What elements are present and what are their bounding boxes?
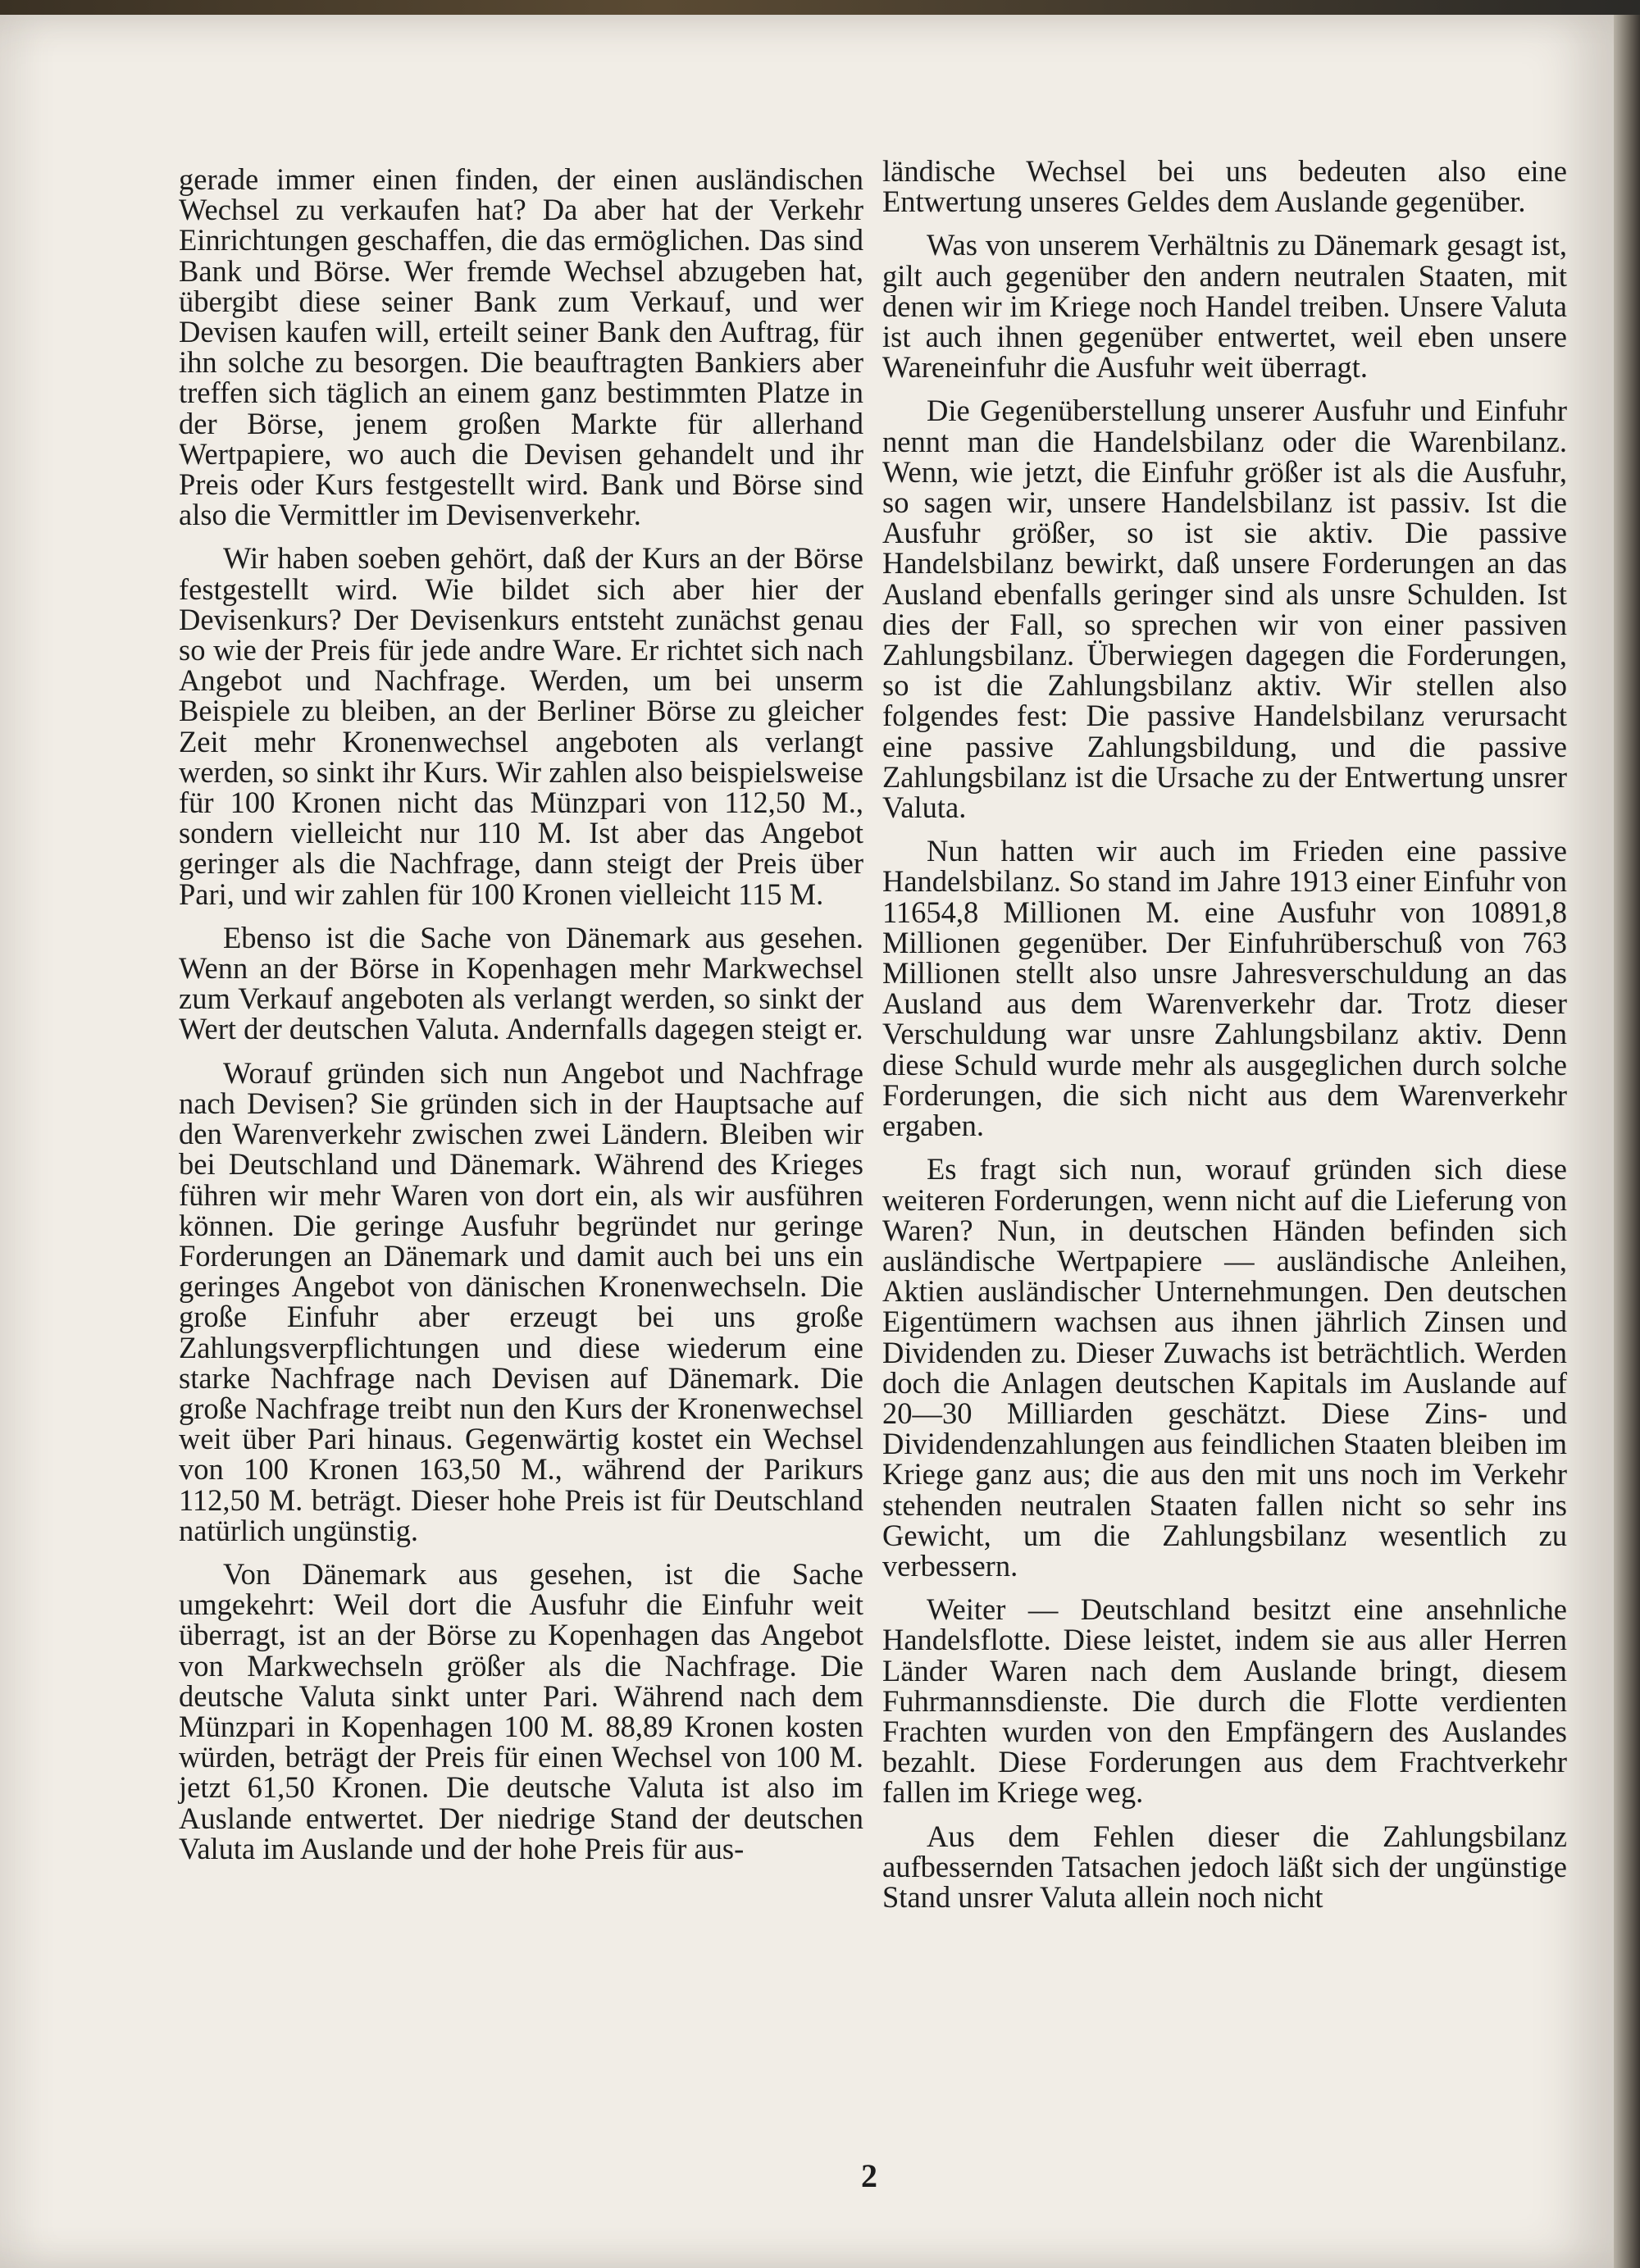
paragraph: Nun hatten wir auch im Frieden eine passive Handelsbilanz. So stand im Jahre 1913 einer Einfuhr von 11654,8 Millionen M. eine Ausfuhr von 10891,8 Millionen gegenüber. Der Einfuhrüberschuß von 763 Millionen stellt also unsre Jahresverschuldung an das Ausland aus dem Warenverkehr dar. Trotz dieser Verschuldung war unsre Zahlungsbilanz aktiv. Denn diese Schuld wurde mehr als ausgeglichen durch solche Forderungen, die sich nicht aus dem Warenverkehr ergaben. — [882, 834, 1567, 1143]
paragraph: gerade immer einen finden, der einen ausländischen Wechsel zu verkaufen hat? Da aber hat der Verkehr Einrichtungen geschaffen, die das ermöglichen. Das sind Bank und Börse. Wer fremde Wechsel abzugeben hat, übergibt diese seiner Bank zum Verkauf, und wer Devisen kaufen will, erteilt seiner Bank den Auftrag, für ihn solche zu besorgen. Die beauftragten Bankiers aber treffen sich täglich an einem ganz bestimmten Platze in der Börse, jenem großen Markte für allerhand Wertpapiere, wo auch die Devisen gehandelt und ihr Preis oder Kurs festgestellt wird. Bank und Börse sind also die Vermittler im Devisenverkehr. — [179, 162, 863, 532]
left-column — [179, 164, 863, 1877]
paragraph: Wir haben soeben gehört, daß der Kurs an der Börse festgestellt wird. Wie bildet sich aber hier der Devisenkurs? Der Devisenkurs entsteht zunächst genau so wie der Preis für jede andre Ware. Er richtet sich nach Angebot und Nachfrage. Werden, um bei unserm Beispiele zu bleiben, an der Berliner Börse zu gleicher Zeit mehr Kronenwechsel angeboten als verlangt werden, so sinkt ihr Kurs. Wir zahlen also beispielsweise für 100 Kronen nicht das Münzpari von 112,50 M., sondern vielleicht nur 110 M. Ist aber das Angebot geringer als die Nachfrage, dann steigt der Preis über Pari, und wir zahlen für 100 Kronen vielleicht 115 M. — [179, 541, 863, 911]
page-number: 2 — [861, 2157, 877, 2194]
paragraph: Von Dänemark aus gesehen, ist die Sache umgekehrt: Weil dort die Ausfuhr die Einfuhr weit überragt, ist an der Börse zu Kopenhagen das Angebot von Markwechseln größer als die Nachfrage. Die deutsche Valuta sinkt unter Pari. Während nach dem Münzpari in Kopenhagen 100 M. 88,89 Kronen kosten würden, beträgt der Preis für einen Wechsel von 100 M. jetzt 61,50 Kronen. Die deutsche Valuta ist also im Auslande entwertet. Der niedrige Stand der deutschen Valuta im Auslande und der hohe Preis für aus- — [179, 1556, 863, 1865]
paragraph: Ebenso ist die Sache von Dänemark aus gesehen. Wenn an der Börse in Kopenhagen mehr Markwechsel zum Verkauf angeboten als verlangt werden, so sinkt der Wert der deutschen Valuta. Andernfalls dagegen steigt er. — [179, 920, 863, 1046]
paragraph: Was von unserem Verhältnis zu Dänemark gesagt ist, gilt auch gegenüber den andern neutralen Staaten, mit denen wir im Kriege noch Handel treiben. Unsere Valuta ist auch ihnen gegenüber entwertet, weil eben unsere Wareneinfuhr die Ausfuhr weit überragt. — [882, 228, 1567, 385]
paragraph: Die Gegenüberstellung unserer Ausfuhr und Einfuhr nennt man die Handelsbilanz oder die Warenbilanz. Wenn, wie jetzt, die Einfuhr größer ist als die Ausfuhr, so sagen wir, unsere Handelsbilanz ist passiv. Ist die Ausfuhr größer, so ist sie aktiv. Die passive Handelsbilanz bewirkt, daß unsere Forderungen an das Ausland ebenfalls geringer sind als unsre Schulden. Ist dies der Fall, so sprechen wir von einer passiven Zahlungsbilanz. Überwiegen dagegen die Forderungen, so ist die Zahlungsbilanz aktiv. Wir stellen also folgendes fest: Die passive Handelsbilanz verursacht eine passive Zahlungsbildung, und die passive Zahlungsbilanz ist die Ursache zu der Entwertung unsrer Valuta. — [882, 394, 1567, 825]
right-column — [882, 156, 1567, 1925]
paragraph: Aus dem Fehlen dieser die Zahlungsbilanz aufbessernden Tatsachen jedoch läßt sich der ungünstige Stand unsrer Valuta allein noch nicht — [882, 1819, 1567, 1914]
paragraph: Worauf gründen sich nun Angebot und Nachfrage nach Devisen? Sie gründen sich in der Hauptsache auf den Warenverkehr zwischen zwei Ländern. Bleiben wir bei Deutschland und Dänemark. Während des Krieges führen wir mehr Waren von dort ein, als wir ausführen können. Die geringe Ausfuhr begründet nur geringe Forderungen an Dänemark und damit auch bei uns ein geringes Angebot von dänischen Kronenwechseln. Die große Einfuhr aber erzeugt bei uns große Zahlungsverpflichtungen und diese wiederum eine starke Nachfrage nach Devisen auf Dänemark. Die große Nachfrage treibt nun den Kurs der Kronenwechsel weit über Pari hinaus. Gegenwärtig kostet ein Wechsel von 100 Kronen 163,50 M., während der Parikurs 112,50 M. beträgt. Dieser hohe Preis ist für Deutschland natürlich ungünstig. — [179, 1055, 863, 1547]
page-gutter-edge — [1614, 15, 1640, 2268]
paragraph: ländische Wechsel bei uns bedeuten also eine Entwertung unseres Geldes dem Auslande gegenüber. — [882, 154, 1567, 219]
paragraph: Weiter — Deutschland besitzt eine ansehnliche Handelsflotte. Diese leistet, indem sie aus aller Herren Länder Waren nach dem Auslande bringt, diesem Fuhrmannsdienste. Die durch die Flotte verdienten Frachten wurden von den Empfängern des Auslandes bezahlt. Diese Forderungen aus dem Frachtverkehr fallen im Kriege weg. — [882, 1592, 1567, 1810]
paragraph: Es fragt sich nun, worauf gründen sich diese weiteren Forderungen, wenn nicht auf die Lieferung von Waren? Nun, in deutschen Händen befinden sich ausländische Wertpapiere — ausländische Anleihen, Aktien ausländischer Unternehmungen. Den deutschen Eigentümern wachsen aus ihnen jährlich Zinsen und Dividenden zu. Dieser Zuwachs ist beträchtlich. Werden doch die Anlagen deutschen Kapitals im Auslande auf 20—30 Milliarden geschätzt. Diese Zins- und Dividendenzahlungen aus feindlichen Staaten bleiben im Kriege ganz aus; die aus den mit uns noch im Verkehr stehenden neutralen Staaten fallen nicht so sehr ins Gewicht, um die Zahlungsbilanz wesentlich zu verbessern. — [882, 1152, 1567, 1583]
